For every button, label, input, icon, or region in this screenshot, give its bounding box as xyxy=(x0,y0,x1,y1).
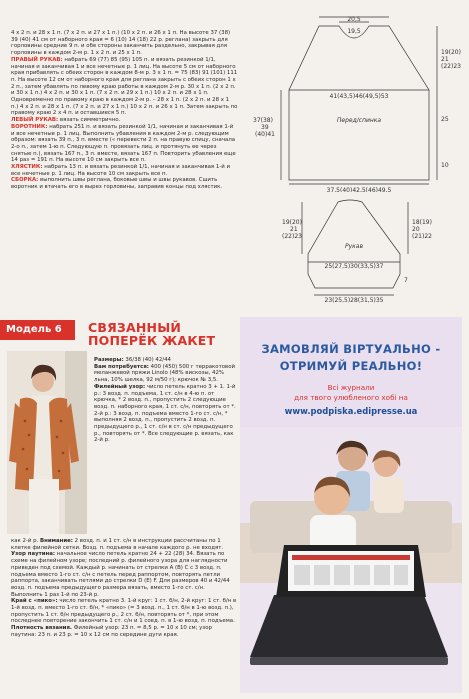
sleeve-dim-mid: 25(27,5)30(33,5)37 xyxy=(324,263,384,270)
model-specs xyxy=(94,357,238,444)
picot-edge-line: Край с «пико»: число петель кратно 3. 1-й круг: 1 ст. б/н, 2-й круг: 1 ст. б/н в 1-й возд. п. вместо 1-го ст. б/н, * «пико» (= 3 возд. п., 1 ст. б/н в 1-ю возд. п.), пропустить 1 ст. б/н предыдущего р., 2 ст. б/н, повторять от *, при этом последнее повторение закончить 1 ст. с/н и 1 соед. п. в 1-ю возд. п. подъема. xyxy=(11,598,237,625)
sleeve-dim-right-3: (21)22 xyxy=(412,233,432,240)
sleeve-dim-left-1: 19(20) xyxy=(282,219,302,226)
sleeve-dim-bottom: 23(25,5)28(31,5)35 xyxy=(324,297,384,304)
dim-height-2: 39 xyxy=(261,124,269,131)
model-photo xyxy=(7,351,87,534)
paragraph-collar: ВОРОТНИК: набрать 251 п. и вязать резинкой 1/1, начиная и заканчивая 1-й и все нечетные р. 1 лиц. Выполнить убавления в каждом 2-м р. следующим образом: вязать 39 п., 3 п. вместе (« перевести 2 п. на правую спицу, сначала 2-о п., затем 1-ю п. Следующую п. провязать лиц. и протянуть ее через снятые п.), вязать 167 п., 3 п. вместе, вязать 167 п. Повторить убавления еще 14 раз = 191 п. На высоте 10 см закрыть все п. xyxy=(11,123,236,164)
ad-subtitle: Всі журнали для твого улюбленого хобі на xyxy=(294,383,408,402)
filet-pattern-line: Филейный узор: число петель кратно 3 + 1. 1-й р.: 3 возд. п. подъема, 1 ст. с/н в 4-ю п. от крючка, * 2 возд. п., пропустить 2 следующие возд. п. наборного края, 1 ст. с/н, повторять от *. 2-й р.: 3 возд. п. подъема вместо 1-го ст. с/н, * выполняя 2 возд. п., пропустить 2 возд. п. предыдущего р., 1 ст. с/н в ст. с/н предыдущего р., повторять от *. Все следующие р. вязать, как 2-й р. xyxy=(94,383,236,444)
instructions-bottom xyxy=(11,538,238,639)
paragraph-strap: ХЛЯСТИК: набрать 13 п. и вязать резинкой 1/1, начиная и заканчивая 1-й и все нечетные р. 1 лиц. На высоте 10 см закрыть все п. xyxy=(11,164,230,177)
paragraph-assembly: СБОРКА: выполнить швы реглана, боковые швы и швы рукавов. Сшить воротник и втачать его в вырез горловины, заправив концы под хлястик. xyxy=(11,177,223,191)
ad-headline: ЗАМОВЛЯЙ ВІРТУАЛЬНО - ОТРИМУЙ РЕАЛЬНО! xyxy=(261,342,441,373)
sleeve-dim-right-2: 20 xyxy=(412,226,420,233)
dim-height-3: (40)41 xyxy=(255,131,275,138)
ad-url: www.podpiska.edipresse.ua xyxy=(284,406,418,416)
section-heading: ПРАВЫЙ РУКАВ: xyxy=(11,56,63,63)
paragraph-right-sleeve: ПРАВЫЙ РУКАВ: набрать 69 (77) 85 (95) 105 п. и вязать резинкой 1/1, начиная и заканчивая 1 и все нечетные р. 1 лиц. На высоте 5 см от наборного края прибавлять с обеих сторон в каждом 8-м р. 3 x 1 п. = 75 (83) 91 (101) 111 п. На высоте 12 см от наборного края для реглана закрыть с обеих сторон 1 x 2 п., затем убавлять по левому краю работы в каждом 2-м р. 30 x 1 п. (2 x 2 п. и 30 x 1 п.) 4 x 2 п. и 30 x 1 п. (7 x 2 п. и 29 x 1 п.) 10 x 2 п. и 28 x 1 п. Одновременно по правому краю в каждом 2-м р. – 28 x 1 п. (2 x 2 п. и 28 x 1 п.) 4 x 2 п. и 28 x 1 п. (7 x 2 п. и 27 x 1 п.) 10 x 2 п. и 26 x 1 п. Затем закрыть по правому краю 2 x 4 п. и оставшиеся 5 п. xyxy=(11,56,238,117)
section-heading: ЛЕВЫЙ РУКАВ: xyxy=(11,117,59,124)
sleeve-schematic xyxy=(280,196,450,306)
dim-raglan-1: 19(20) xyxy=(441,49,461,56)
woman-jacket-illustration xyxy=(7,351,87,534)
sleeve-dim-left-3: (22)23 xyxy=(282,233,302,240)
paragraph-front-neckline: 4 x 2 п. и 28 x 1 п. (7 x 2 п. и 27 x 1 п.) (10 x 2 п. и 26 x 1 п. На высоте 37 (38) 39 (40) 41 см от наборного края = 6 (10) 14 (18) 22 р. реглана) закрыть для горловины средние 9 п. и обе стороны заканчить раздельно, закрывая для горловины в каждом 2-м р. 1 x 2 п. и 25 x 1 п. xyxy=(11,30,231,57)
dim-bottom-width: 37,5(40)42,5(46)49,5 xyxy=(326,187,392,192)
front-back-outline xyxy=(289,26,429,180)
model-title: СВЯЗАННЫЙ ПОПЕРЁК ЖАКЕТ xyxy=(88,320,216,348)
family-laptop-illustration xyxy=(240,427,462,693)
dim-height-1: 37(38) xyxy=(253,117,273,124)
dim-raglan-3: (22)23 xyxy=(441,63,461,70)
materials-line: Вам потребуется: 400 (450) 500 г терракотовой меланжевой пряжи Linolo (48% вискозы, 42% льна, 10% шелка, 92 м/50 г); крючок № 3,5. xyxy=(94,363,236,384)
paragraph-left-sleeve: ЛЕВЫЙ РУКАВ: вязать симметрично. xyxy=(11,117,121,124)
schematic-label: Перед/спинка xyxy=(336,117,382,124)
dim-raglan-2: 21 xyxy=(441,56,449,63)
sizes-line: Размеры: 36/38 (40) 42/44 xyxy=(94,357,171,363)
front-back-schematic xyxy=(251,12,461,192)
section-heading: СБОРКА: xyxy=(11,177,39,184)
sleeve-dim-cuff: 7 xyxy=(404,277,408,284)
dim-body-25: 25 xyxy=(441,116,449,123)
attention-note: как 2-й р. Внимание: 2 возд. п. и 1 ст. с/н в инструкции рассчитаны по 1 клетке филейной сетки. Возд. п. подъема в начале каждого р. не входят. xyxy=(11,538,224,551)
subscription-ad xyxy=(240,317,462,693)
dim-neck-width: 19,5 xyxy=(347,28,361,35)
dim-chest-width: 41(43,5)46(49,5)53 xyxy=(329,93,389,100)
dim-top-width: 20,5 xyxy=(347,16,361,23)
sleeve-dim-right-1: 18(19) xyxy=(412,219,432,226)
web-pattern-line: Узор паутина: начальное число петель кратно 24 + 22 (28) 34. Вязать по схеме на филейном узоре; последний р. филейного узора для наглядности приведен под схемой. Каждый р. начинать от стрелки А (В) С с 3 возд. п. подъема вместо 1-го ст. с/н с петель перед раппортом, повторять петли раппорта, заканчивать петлями до стрелки D (E) F. Для размеров 40 и 42/44 возд. п. подъема предыдущего размера вязать, вместо 1-го ст. с/н. Выполнить 1 раз 1-й по 23-й р. xyxy=(11,551,230,598)
section-heading: ВОРОТНИК: xyxy=(11,123,48,130)
sleeve-label: Рукав xyxy=(344,243,364,250)
model-number-banner: Модель 6 xyxy=(0,320,75,340)
section-heading: ХЛЯСТИК: xyxy=(11,164,43,171)
sleeve-dim-left-2: 21 xyxy=(290,226,298,233)
instructions-top xyxy=(11,30,238,191)
density-line: Плотность вязания. Филейный узор: 23 п. = 8,5 р. = 10 х 10 см; узор паутина: 23 п. и 23 р. = 10 x 12 см по середине дуги края. xyxy=(11,625,212,638)
dim-ribbing-10: 10 xyxy=(441,162,449,169)
